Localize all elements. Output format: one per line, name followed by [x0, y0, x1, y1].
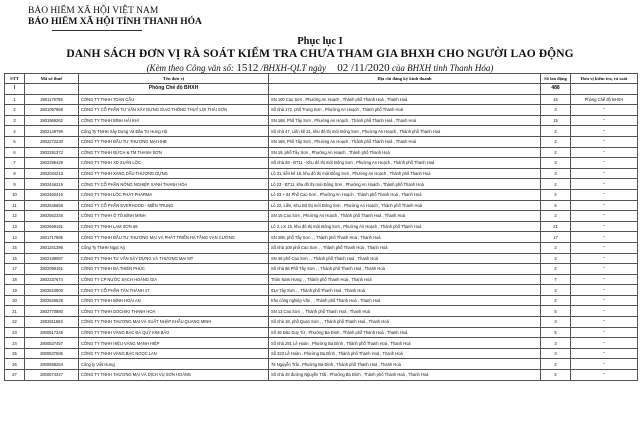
row-address: Số nhà 100 phố Cao Sơn , , Thành phố Thanh Hoá , Thanh Hoá: [269, 242, 541, 253]
row-tax-code: 2802624800: [25, 285, 79, 296]
row-inspecting-unit: ": [571, 200, 638, 211]
table-row: [5, 168, 638, 179]
row-address: Lô 23 - BT11, khu đô thị mới Đông Sơn , Phường An Hoạch , Thành phố Thanh Hoá: [269, 179, 541, 190]
row-unit-name: CÔNG TY TNHH XĂNG DẦU THƯƠNG DỰNG: [79, 168, 269, 179]
row-tax-code: 2800588264: [25, 359, 79, 370]
row-inspecting-unit: ": [571, 105, 638, 116]
row-stt: 4: [5, 126, 25, 137]
row-address: Lô 03 + 04 Phố Cao Sơn , Phường An Hoạch , Thành phố Thanh Hoá , Thanh Hoá: [269, 189, 541, 200]
row-stt: 17: [5, 264, 25, 275]
row-unit-name: CÔNG TY TNHH HIỆU VÀNG MẠNH HIỆP: [79, 338, 269, 349]
row-worker-count: 2: [541, 285, 571, 296]
row-address: Số nhà 18, phố Quan Sơn , , Thành phố Thanh Hoá , Thanh Hoá: [269, 317, 541, 328]
row-stt: 7: [5, 158, 25, 169]
row-unit-name: CÔNG TY TNHH Ô TÔ BÌNH MINH: [79, 211, 269, 222]
table-row: [5, 179, 638, 190]
row-worker-count: 3: [541, 338, 571, 349]
row-stt: 11: [5, 200, 25, 211]
table-row: [5, 147, 638, 158]
row-tax-code: 2802460416: [25, 189, 79, 200]
row-worker-count: 3: [541, 317, 571, 328]
row-worker-count: 17: [541, 232, 571, 243]
row-inspecting-unit: ": [571, 168, 638, 179]
table-row: [5, 274, 638, 285]
row-stt: 10: [5, 189, 25, 200]
row-unit-name: CÔNG TY TNHH TƯ VẤN XÂY DỰNG VÀ THƯƠNG MẠI MT: [79, 253, 269, 264]
row-address: Lô 31, liền kề 15, khu đô thị mới Đông Sơn , Phường An Hoạch , Thành phố Thanh Hoá: [269, 168, 541, 179]
row-unit-name: CÔNG TY TNHH LAM SƠN 68: [79, 221, 269, 232]
row-address: Số nhà 172, phố Trung Sơn , Phường An Hoạch , Thành phố Thanh Hoá: [269, 105, 541, 116]
row-stt: 13: [5, 221, 25, 232]
row-stt: 22: [5, 317, 25, 328]
row-tax-code: 2802098151: [25, 264, 79, 275]
row-unit-name: CÔNG TY TNHH ĐỨCH & TM THANH SƠN: [79, 147, 269, 158]
table-row: [5, 327, 638, 338]
row-address: 01A Tây Sơn , , Thành phố Thanh Hoá , Thanh Hoá: [269, 285, 541, 296]
row-worker-count: 3: [541, 105, 571, 116]
row-address: Thôn Nam Hưng , , Thành phố Thanh Hoá , Thanh Hoá: [269, 274, 541, 285]
table-row: [5, 211, 638, 222]
section-unit: [571, 84, 638, 95]
row-inspecting-unit: ": [571, 221, 638, 232]
row-address: Số nhà 291 Lê Hoàn , Phường Ba Đình , Thành phố Thanh Hoá , Thanh Hoá: [269, 338, 541, 349]
table-header-row: [5, 74, 638, 84]
row-worker-count: 3: [541, 158, 571, 169]
row-unit-name: CÔNG TY TNHH BÌNH HOÀI AN: [79, 295, 269, 306]
row-address: SN 208, phố Tây Sơn , , Thành phố Thanh Hoá , Thanh Hoá: [269, 232, 541, 243]
section-tax: [25, 84, 79, 95]
row-stt: 14: [5, 232, 25, 243]
row-unit-name: CÔNG TY TNHH THƯƠNG MẠI VÀ XUẤT NHẬP KHẨU QUANG MINH: [79, 317, 269, 328]
row-tax-code: 2802770880: [25, 306, 79, 317]
document-number: 1512: [236, 62, 259, 74]
row-tax-code: 2802199087: [25, 253, 79, 264]
row-worker-count: 15: [541, 115, 571, 126]
row-unit-name: CÔNG TY TNHH VÀNG BẠC ĐÁ QUÝ KIM BẢO: [79, 327, 269, 338]
row-stt: 27: [5, 370, 25, 381]
row-inspecting-unit: Phòng Chế độ BHXH: [571, 94, 638, 105]
row-unit-name: CÔNG TY TNHH DOCHIKI THANH HOA: [79, 306, 269, 317]
col-tax-header: Mã số thuế: [25, 74, 79, 84]
row-inspecting-unit: ": [571, 317, 638, 328]
row-unit-name: CÔNG TY CP NƯỚC SẠCH HOÀNG GIA: [79, 274, 269, 285]
row-worker-count: 2: [541, 211, 571, 222]
row-tax-code: 2802149799: [25, 126, 79, 137]
row-unit-name: CÔNG TY TNHH TOÀN CẦU: [79, 94, 269, 105]
row-tax-code: 2802626525: [25, 295, 79, 306]
row-tax-code: 2802291372: [25, 147, 79, 158]
table-row: [5, 317, 638, 328]
row-inspecting-unit: ": [571, 295, 638, 306]
row-stt: 23: [5, 327, 25, 338]
row-inspecting-unit: ": [571, 253, 638, 264]
row-inspecting-unit: ": [571, 189, 638, 200]
section-name: Phòng Chế độ BHXH: [79, 84, 269, 95]
row-worker-count: 5: [541, 200, 571, 211]
row-stt: 16: [5, 253, 25, 264]
row-tax-code: 2802669191: [25, 221, 79, 232]
table-row: [5, 189, 638, 200]
row-stt: 24: [5, 338, 25, 349]
row-worker-count: 16: [541, 94, 571, 105]
row-tax-code: 2801969262: [25, 115, 79, 126]
row-unit-name: CÔNG TY TNHH ĐÀ THIÊN PHÚC: [79, 264, 269, 275]
document-date: 02 /11/2020: [337, 62, 390, 74]
row-worker-count: 21: [541, 221, 571, 232]
col-name-header: Tên đơn vị: [79, 74, 269, 84]
row-stt: 6: [5, 147, 25, 158]
col-unit-header: Đơn vị kiểm tra, rà soát: [571, 74, 638, 84]
row-stt: 3: [5, 115, 25, 126]
row-inspecting-unit: ": [571, 179, 638, 190]
row-inspecting-unit: ": [571, 126, 638, 137]
row-tax-code: 2801341396: [25, 242, 79, 253]
table-row: [5, 158, 638, 169]
row-tax-code: 2802545658: [25, 200, 79, 211]
row-inspecting-unit: ": [571, 211, 638, 222]
row-unit-name: CÔNG TY TNHH THƯƠNG MẠI VÀ DỊCH VỤ SƠN HOÀNG: [79, 370, 269, 381]
row-tax-code: 2801097968: [25, 105, 79, 116]
row-inspecting-unit: ": [571, 306, 638, 317]
table-row: [5, 253, 638, 264]
table-row: [5, 242, 638, 253]
table-row: [5, 285, 638, 296]
row-stt: 20: [5, 295, 25, 306]
table-row: [5, 136, 638, 147]
col-count-header: Số lao động: [541, 74, 571, 84]
row-unit-name: CÔNG TY CỔ PHẦN TÂN THÀNH 17: [79, 285, 269, 296]
row-worker-count: 2: [541, 295, 571, 306]
row-tax-code: 2800537586: [25, 348, 79, 359]
row-inspecting-unit: ": [571, 147, 638, 158]
row-worker-count: 4: [541, 189, 571, 200]
section-row: [5, 84, 638, 95]
row-address: SN 46 phố Cao Sơn , , Thành phố Thanh Hoá , Thanh Hoá: [269, 253, 541, 264]
row-address: SN 168, Phố Tây Sơn , Phường An Hoạch , Thành phố Thanh Hoá , Thanh Hoá: [269, 115, 541, 126]
row-stt: 2: [5, 105, 25, 116]
row-address: SN 100 Cao Sơn , Phường An Hoạch , Thành phố Thanh Hoá , Thanh Hoá: [269, 94, 541, 105]
row-unit-name: CÔNG TY TNHH BÌNH HẢI KHÍ: [79, 115, 269, 126]
section-stt: I: [5, 84, 25, 95]
row-unit-name: CÔNG TY TNHH XD XUÂN LỘC: [79, 158, 269, 169]
row-stt: 5: [5, 136, 25, 147]
table-row: [5, 105, 638, 116]
row-unit-name: Công Ty TNHH Ngọc Kỳ: [79, 242, 269, 253]
row-worker-count: 2: [541, 359, 571, 370]
subtitle-mid: /BHXH-QLT ngày: [258, 63, 326, 73]
row-inspecting-unit: ": [571, 232, 638, 243]
row-address: SN 13 Cao Sơn , , Thành phố Thanh Hoá , Thanh Hoá: [269, 306, 541, 317]
row-worker-count: 2: [541, 147, 571, 158]
row-worker-count: 5: [541, 306, 571, 317]
provincial-agency-name: BẢO HIỂM XÃ HỘI TỈNH THANH HÓA: [28, 17, 202, 27]
row-worker-count: 7: [541, 274, 571, 285]
row-stt: 15: [5, 242, 25, 253]
row-inspecting-unit: ": [571, 285, 638, 296]
row-tax-code: 2802562348: [25, 211, 79, 222]
table-row: [5, 126, 638, 137]
row-unit-name: Công ty Việt Hưng: [79, 359, 269, 370]
table-row: [5, 348, 638, 359]
row-tax-code: 2800537457: [25, 338, 79, 349]
row-worker-count: 2: [541, 179, 571, 190]
subtitle-prefix: (Kèm theo Công văn số:: [146, 63, 237, 73]
row-stt: 26: [5, 359, 25, 370]
row-tax-code: 2802337674: [25, 274, 79, 285]
appendix-label: Phục lục I: [297, 36, 343, 47]
row-tax-code: 2802296429: [25, 158, 79, 169]
row-address: SN 168, Phố Tây Sơn , Phường An Hoạch , Thành phố Thanh Hoá , Thanh Hoá: [269, 136, 541, 147]
row-address: 76 Nguyễn Trãi , Phường Ba Đình , Thành phố Thanh Hoá , Thanh Hoá: [269, 359, 541, 370]
row-unit-name: CÔNG TY TNHH ĐẦU TƯ THƯƠNG MẠI VÀ PHÁT TRIỂN HẠ TẦNG VẠN CƯỜNG: [79, 232, 269, 243]
row-inspecting-unit: ": [571, 242, 638, 253]
row-tax-code: 2800517349: [25, 327, 79, 338]
row-address: Lô 3, LK 15, khu đô thị mới Đông Sơn , Phường An Hoạch , Thành phố Thanh Hoá: [269, 221, 541, 232]
table-row: [5, 115, 638, 126]
row-unit-name: CÔNG TY TNHH LỘC PHÁT PHARMA: [79, 189, 269, 200]
table-row: [5, 306, 638, 317]
row-worker-count: 2: [541, 242, 571, 253]
row-stt: 21: [5, 306, 25, 317]
row-address: SN 15 Cao Sơn , Phường An Hoạch , Thành phố Thanh Hoá , Thanh Hoá: [269, 211, 541, 222]
table-row: [5, 338, 638, 349]
row-stt: 1: [5, 94, 25, 105]
table-row: [5, 295, 638, 306]
row-tax-code: 2801179795: [25, 94, 79, 105]
row-worker-count: 2: [541, 136, 571, 147]
row-worker-count: 2: [541, 253, 571, 264]
row-stt: 9: [5, 179, 25, 190]
row-stt: 25: [5, 348, 25, 359]
row-stt: 19: [5, 285, 25, 296]
table-row: [5, 94, 638, 105]
row-unit-name: CÔNG TY TNHH VÀNG BẠC NGỌC LAN: [79, 348, 269, 359]
header-underline: [52, 30, 142, 31]
row-inspecting-unit: ": [571, 136, 638, 147]
col-stt-header: STT: [5, 74, 25, 84]
row-tax-code: 2802272230: [25, 136, 79, 147]
row-inspecting-unit: ": [571, 115, 638, 126]
row-tax-code: 2801717985: [25, 232, 79, 243]
col-address-header: Địa chỉ đăng ký kinh doanh: [269, 74, 541, 84]
row-inspecting-unit: ": [571, 327, 638, 338]
row-unit-name: CÔNG TY TNHH ĐẦU TƯ THƯƠNG MẠI HHB: [79, 136, 269, 147]
row-worker-count: 2: [541, 264, 571, 275]
row-worker-count: 5: [541, 327, 571, 338]
row-worker-count: 2: [541, 370, 571, 381]
row-tax-code: 2802446219: [25, 179, 79, 190]
row-address: Số 323 Lê Hoàn , Phường Ba Đình , Thành phố Thanh Hoá , Thanh Hoá: [269, 348, 541, 359]
table-row: [5, 232, 638, 243]
row-address: Số nhà 48 đường Nguyễn Trãi , Phường Ba Đình , Thành phố Thanh Hoá , Thanh Hoá: [269, 370, 541, 381]
row-address: Số nhà 86 Phố Tây Sơn , , Thành phố Thanh Hoá , Thanh Hoá: [269, 264, 541, 275]
document-title: DANH SÁCH ĐƠN VỊ RÀ SOÁT KIỂM TRA CHƯA THAM GIA BHXH CHO NGƯỜI LAO ĐỘNG: [66, 48, 574, 60]
row-worker-count: 3: [541, 348, 571, 359]
row-unit-name: Công Ty TNHH Xây Dựng Và Đầu Tư Hưng Hà: [79, 126, 269, 137]
row-inspecting-unit: ": [571, 370, 638, 381]
row-stt: 18: [5, 274, 25, 285]
agency-name: BẢO HIỂM XÃ HỘI VIỆT NAM: [28, 6, 159, 16]
subtitle-suffix: của BHXH tỉnh Thanh Hóa): [389, 63, 494, 73]
row-inspecting-unit: ": [571, 264, 638, 275]
table-row: [5, 221, 638, 232]
row-stt: 8: [5, 168, 25, 179]
row-stt: 12: [5, 211, 25, 222]
row-inspecting-unit: ": [571, 338, 638, 349]
table-row: [5, 359, 638, 370]
row-unit-name: CÔNG TY CỔ PHẦN NÔNG NGHIỆP XANH THANH HÓA: [79, 179, 269, 190]
section-address: [269, 84, 541, 95]
row-inspecting-unit: ": [571, 348, 638, 359]
row-worker-count: 3: [541, 168, 571, 179]
row-address: Lô 22, Liền, Khu Đô thị mới Đông Sơn , Phường An Hoạch , Thành phố Thanh Hoá: [269, 200, 541, 211]
row-inspecting-unit: ": [571, 274, 638, 285]
table-row: [5, 370, 638, 381]
row-address: Số nhà 47, Liền kề 21, khu đô thị mới Đông Sơn , Phường An Hoạch , Thành phố Thanh Hoá: [269, 126, 541, 137]
row-tax-code: 2802034213: [25, 168, 79, 179]
unit-list-table: [4, 73, 638, 381]
row-worker-count: 2: [541, 126, 571, 137]
row-address: Khu công nghiệp Vân , , Thành phố Thanh Hoá , Thanh Hoá: [269, 295, 541, 306]
row-address: SN 19, phố Tây Sơn , Phường An Hoạch , Thành phố Thanh Hoá: [269, 147, 541, 158]
row-address: Số 36 Đào Duy Từ , Phường Ba Đình , Thành phố Thanh Hoá , Thanh Hoá: [269, 327, 541, 338]
section-count: 488: [541, 84, 571, 95]
row-address: Số nhà 28 - BT11 - Khu đô thị mới Đông Sơn , Phường An Hoạch , Thành phố Thanh Hoá: [269, 158, 541, 169]
row-unit-name: CÔNG TY CỔ PHẦN EVERHOOD - MIỀN TRUNG: [79, 200, 269, 211]
row-tax-code: 2802811583: [25, 317, 79, 328]
row-inspecting-unit: ": [571, 158, 638, 169]
row-tax-code: 2800674347: [25, 370, 79, 381]
row-unit-name: CÔNG TY CỔ PHẦN TƯ VẤN XÂY DỰNG GIAO THÔNG THUỶ LỢI THÁI SƠN: [79, 105, 269, 116]
row-inspecting-unit: ": [571, 359, 638, 370]
table-row: [5, 264, 638, 275]
table-row: [5, 200, 638, 211]
